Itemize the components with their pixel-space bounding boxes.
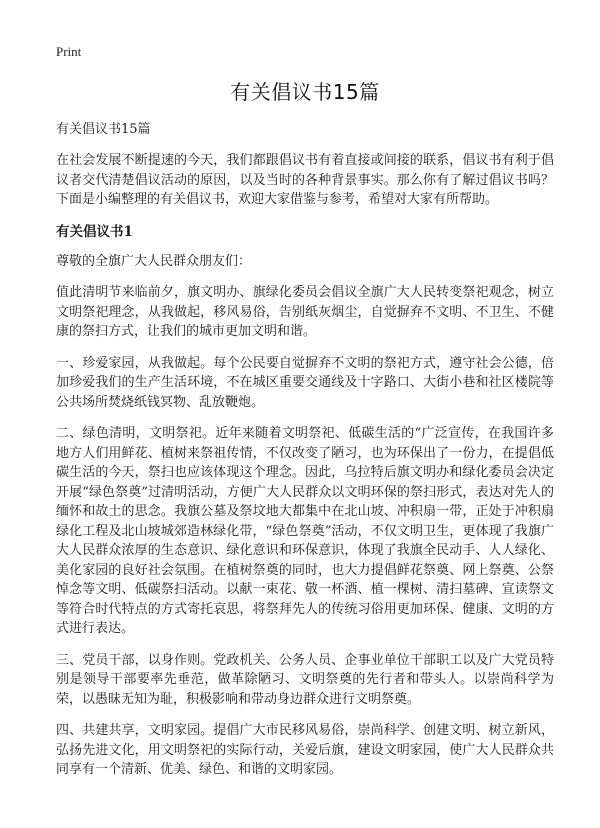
salutation: 尊敬的全旗广大人民群众朋友们： [56,253,252,269]
page-title: 有关倡议书15篇 [230,80,380,104]
body-paragraph: 三、党员干部，以身作则。党政机关、公务人员、企事业单位干部职工以及广大党员特别是领导干部要率先垂范，做革除陋习、文明祭奠的先行者和带头人。以崇尚科学为荣，以愚昧无知为耻，积极影响和带动身边群众进行文明祭奠。 [56,652,554,707]
document-subtitle: 有关倡议书15篇 [56,122,151,137]
intro-paragraph: 在社会发展不断提速的今天，我们都跟倡议书有着直接或间接的联系，倡议书有利于倡议者交代清楚倡议活动的原因，以及当时的各种背景事实。那么你有了解过倡议书吗？下面是小编整理的有关倡议书，欢迎大家借鉴与参考，希望对大家有所帮助。 [56,153,554,207]
body-paragraph: 一、珍爱家园，从我做起。每个公民要自觉摒弃不文明的祭祀方式，遵守社会公德，倍加珍爱我们的生产生活环境，不在城区重要交通线及十字路口、大街小巷和社区楼院等公共场所焚烧纸钱冥物、乱放鞭炮。 [56,355,554,410]
section-heading: 有关倡议书1 [56,223,133,240]
body-paragraph: 四、共建共享，文明家园。提倡广大市民移风易俗，崇尚科学、创建文明、树立新风，弘扬先进文化，用文明祭祀的实际行动，关爱后旗，建设文明家园，使广大人民群众共同享有一个清新、优美、绿色、和谐的文明家园。 [56,723,554,777]
print-link[interactable]: Print [56,44,82,59]
body-paragraph: 二、绿色清明，文明祭祀。近年来随着文明祭祀、低碳生活的“广泛宣传，在我国许多地方人们用鲜花、植树来祭祖传情，不仅改变了陋习，也为环保出了一份力，在提倡低碳生活的今天，祭扫也应该体现这个理念。因此，乌拉特后旗文明办和绿化委员会决定开展“绿色祭奠”过清明活动，方便广大人民群众以文明环保的祭扫形式，表达对先人的缅怀和故土的思念。我旗公墓及祭坟地大都集中在北山坡、冲积扇一带，正处于冲积扇绿化工程及北山坡城郊造林绿化带，“绿色祭奠”活动，不仅文明卫生，更体现了我旗广大人民群众浓厚的生态意识、绿化意识和环保意识，体现了我旗全民动手、人人绿化、美化家园的良好社会氛围。在植树祭奠的同时，也大力提倡鲜花祭奠、网上祭奠、公祭悼念等文明、低碳祭扫活动。以献一束花、敬一杯酒、植一棵树、清扫墓碑、宣读祭文等符合时代特点的方式寄托哀思，将祭拜先人的传统习俗用更加环保、健康、文明的方式进行表达。 [56,426,554,636]
body-paragraph: 值此清明节来临前夕，旗文明办、旗绿化委员会倡议全旗广大人民转变祭祀观念，树立文明祭祀理念，从我做起，移风易俗，告别纸灰烟尘，自觉摒弃不文明、不卫生、不健康的祭扫方式，让我们的城市更加文明和谐。 [56,285,554,339]
